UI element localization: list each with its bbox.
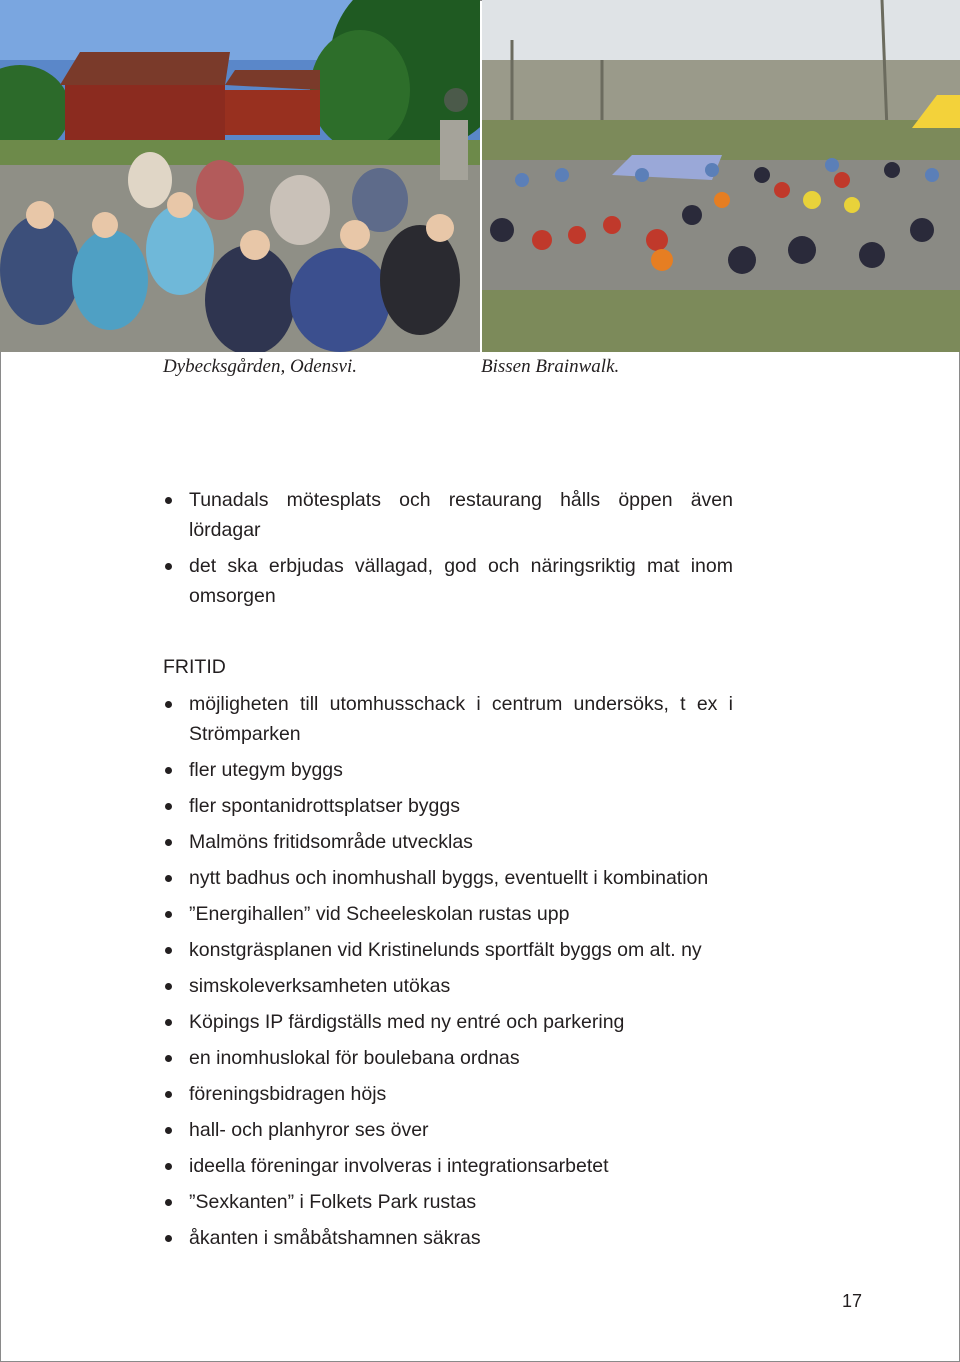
list-item: ”Sexkanten” i Folkets Park rustas [163,1187,733,1217]
photo-dybecksgarden [0,0,480,352]
page-number: 17 [842,1291,863,1311]
fritid-bullet-list [163,689,733,1259]
list-item: möjligheten till utomhusschack i centrum undersöks, t ex i Strömparken [163,689,733,749]
list-item: Tunadals mötesplats och restaurang hålls öppen även lördagar [163,485,733,545]
list-item: föreningsbidragen höjs [163,1079,733,1109]
caption-right: Bissen Brainwalk. [481,356,620,377]
list-item: en inomhuslokal för boulebana ordnas [163,1043,733,1073]
list-item: Köpings IP färdigställs med ny entré och parkering [163,1007,733,1037]
photo-bissen-brainwalk [482,0,960,352]
list-item: ”Energihallen” vid Scheeleskolan rustas upp [163,899,733,929]
list-item: fler spontanidrottsplatser byggs [163,791,733,821]
list-item: åkanten i småbåtshamnen säkras [163,1223,733,1253]
list-item: nytt badhus och inomhushall byggs, eventuellt i kombination [163,863,733,893]
list-item: hall- och planhyror ses över [163,1115,733,1145]
caption-left: Dybecksgården, Odensvi. [163,356,357,377]
list-item: fler utegym byggs [163,755,733,785]
list-item: Malmöns fritidsområde utvecklas [163,827,733,857]
section-heading-fritid: FRITID [163,656,226,678]
intro-bullet-list [163,485,733,617]
list-item: ideella föreningar involveras i integrationsarbetet [163,1151,733,1181]
list-item: simskoleverksamheten utökas [163,971,733,1001]
list-item: konstgräsplanen vid Kristinelunds sportfält byggs om alt. ny [163,935,733,965]
list-item: det ska erbjudas vällagad, god och näringsriktig mat inom omsorgen [163,551,733,611]
